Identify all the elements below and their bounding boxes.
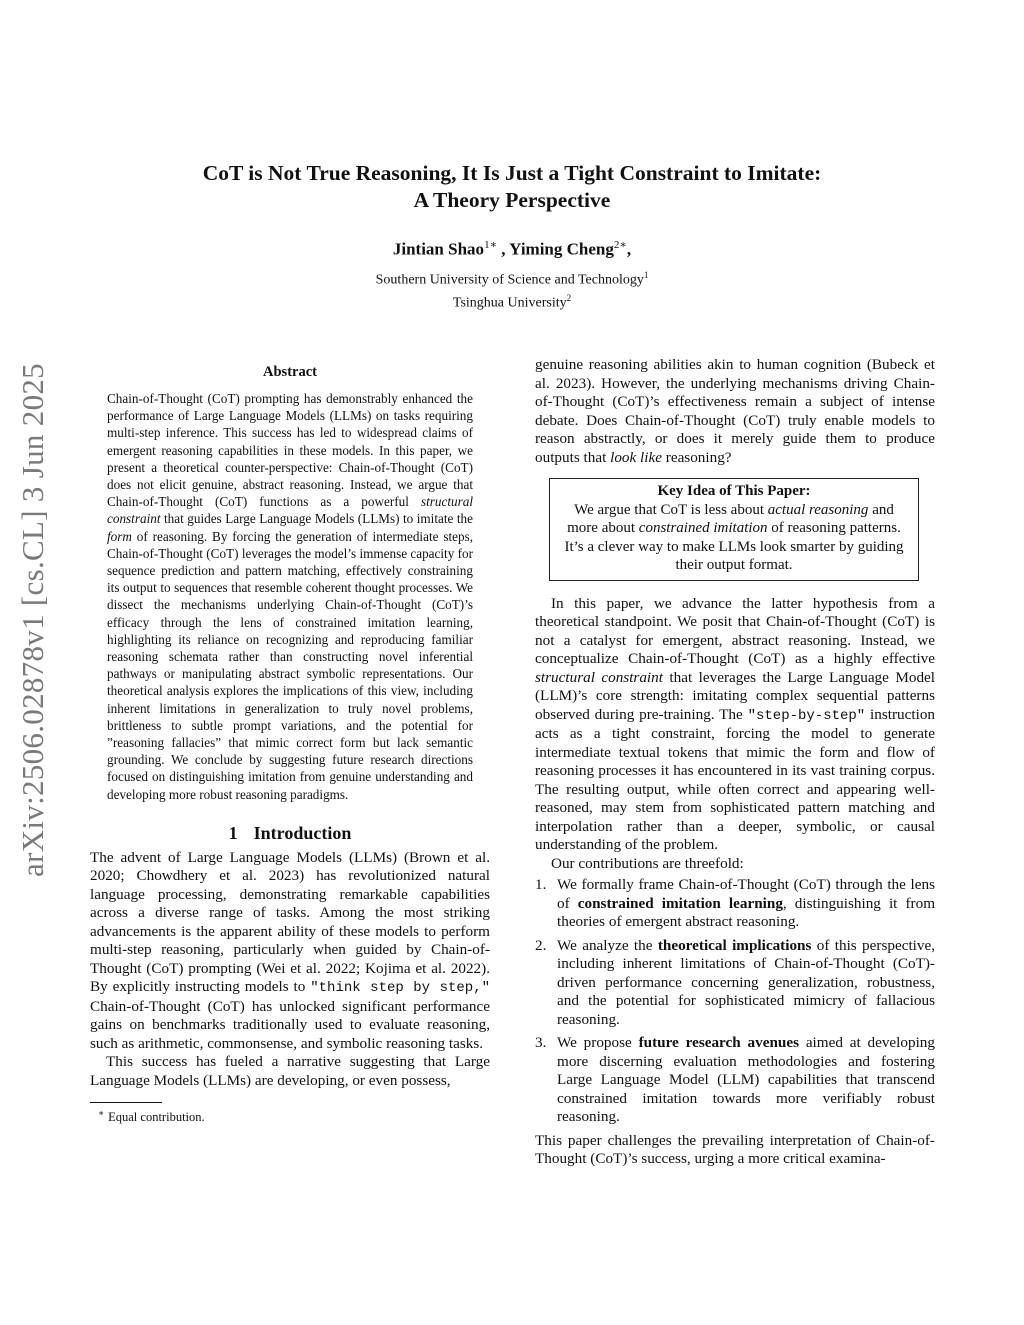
abstract-part-2: that guides Large Language Models (LLMs) to imitate the bbox=[163, 511, 473, 527]
paper-title-line-2: A Theory Perspective bbox=[413, 188, 611, 212]
abstract-part-3: of reasoning. By forcing the generation of intermediate steps, Chain-of-Thought (CoT) leverages the model’s immense capacity for sequence prediction and pattern matching, effectively constraining its output to sequences that resemble coherent thought processes. We dissect the mechanisms underlying Chain-of-Thought (CoT)’s efficacy through the lens of constrained imitation learning, highlighting its reliance on recognizing and reproducing familiar reasoning schemata rather than constructing novel inferential pathways or manipulating abstract symbolic representations. Our theoretical analysis explores the implications of this view, including inherent limitations in generalization to truly novel problems, brittleness to subtle prompt variations, and the potential for ”reasoning fallacies” that mimic correct form but lack semantic grounding. We conclude by suggesting future research directions focused on distinguishing imitation from genuine understanding and developing more robust reasoning paradigms. bbox=[107, 528, 473, 802]
affiliations bbox=[90, 266, 934, 313]
abstract-part-1: Chain-of-Thought (CoT) prompting has demonstrably enhanced the performance of Large Language Models (LLMs) on tasks requiring multi-step inference. This success has led to widespread claims of emergent reasoning capabilities in these models. In this paper, we present a theoretical counter-perspective: Chain-of-Thought (CoT) does not elicit genuine, abstract reasoning. Instead, we argue that Chain-of-Thought (CoT) functions as a powerful bbox=[107, 391, 473, 510]
section-number: 1 bbox=[228, 822, 238, 843]
intro-p2-cont-part-b: reasoning? bbox=[665, 448, 732, 466]
author-2-mark: 2∗ bbox=[613, 239, 627, 251]
list-item-number: 1. bbox=[535, 876, 547, 893]
arxiv-side-stamp bbox=[12, 340, 54, 900]
key-idea-emphasis-2: constrained imitation bbox=[638, 520, 768, 536]
abstract-heading: Abstract bbox=[263, 364, 317, 380]
key-idea-title: Key Idea of This Paper: bbox=[657, 483, 811, 499]
intro-p3-part-a: In this paper, we advance the latter hypothesis from a theoretical standpoint. We posit that Chain-of-Thought (CoT) is not a catalyst for emergent, abstract reasoning. Instead, we conceptualize Chain-of-Thought (CoT) as a highly effective bbox=[535, 594, 935, 667]
list-item-text bbox=[557, 937, 935, 1030]
intro-p2-cont-part-a: genuine reasoning abilities akin to human cognition (Bubeck et al. 2023). However, the underlying mechanisms driving Chain-of-Thought (CoT)’s effectiveness remain a subject of intense debate. Does Chain-of-Thought (CoT) truly enable models to reason abstractly, or does it merely guide them to produce outputs that bbox=[535, 356, 935, 466]
list-item-number: 2. bbox=[535, 936, 547, 954]
arxiv-identifier: arXiv:2506.02878v1 [cs.CL] 3 Jun 2025 bbox=[15, 363, 51, 877]
list-item-pre: We formally frame Chain-of-Thought (CoT) through the lens of bbox=[557, 876, 935, 912]
key-idea-part-b: and more about bbox=[567, 501, 894, 536]
abstract-text bbox=[90, 390, 490, 803]
affiliation-2: Tsinghua University bbox=[452, 295, 567, 311]
right-column bbox=[535, 356, 935, 1169]
intro-paragraph-2: This success has fueled a narrative suggesting that Large Language Models (LLMs) are developing, or even possess, bbox=[90, 1053, 490, 1089]
paper-title-line-1: CoT is Not True Reasoning, It Is Just a Tight Constraint to Imitate: bbox=[202, 161, 822, 185]
affiliation-2-mark: 2 bbox=[566, 293, 572, 304]
intro-paragraph-4: Our contributions are threefold: bbox=[551, 854, 744, 872]
footnote-mark: ∗ bbox=[98, 1108, 105, 1119]
intro-paragraph-3 bbox=[535, 595, 935, 855]
list-item bbox=[535, 937, 935, 1030]
footnote-text: Equal contribution. bbox=[108, 1110, 205, 1125]
paper-title bbox=[90, 160, 934, 214]
intro-p3-part-c: instruction acts as a tight constraint, forcing the model to generate intermediate textual tokens that mimic the form and flow of reasoning processes it has encountered in its vast training corpus. The resulting output, while often correct and appearing well-reasoned, may stem from sophisticated pattern matching and interpolation rather than a deeper, symbolic, or causal understanding of the problem. bbox=[535, 705, 936, 853]
affiliation-1-mark: 1 bbox=[643, 269, 649, 280]
author-1-mark: 1∗ bbox=[484, 239, 498, 251]
title-block bbox=[90, 160, 934, 313]
list-item-text bbox=[557, 1034, 935, 1127]
author-list: Jintian Shao$^{1∗}$ , Yiming Cheng$^{2∗}$, bbox=[392, 239, 632, 259]
list-item-post: aimed at developing more discerning evaluation methodologies and fostering Large Language Model (LLM) capabilities that transcend constrained imitation towards more verifiably robust reasoning. bbox=[557, 1034, 935, 1125]
list-item-post: , distinguishing it from theories of emergent abstract reasoning. bbox=[557, 894, 936, 930]
intro-p3-part-b: that leverages the Large Language Model (LLM)’s core strength: imitating complex sequential patterns observed during pre-training. The bbox=[535, 668, 935, 723]
left-column bbox=[90, 364, 490, 1126]
contribution-list bbox=[535, 876, 935, 1127]
intro-paragraph-1 bbox=[90, 849, 490, 1054]
list-item-post: of this perspective, including inherent limitations of Chain-of-Thought (CoT)-driven performance concerning generalization, robustness, and the potential for sophisticated mimicry of fallacious reasoning. bbox=[557, 936, 936, 1028]
key-idea-emphasis-1: actual reasoning bbox=[767, 501, 869, 518]
list-item-bold: constrained imitation learning bbox=[577, 894, 783, 912]
key-idea-part-a: We argue that CoT is less about bbox=[574, 501, 764, 518]
abstract-emphasis-2: form bbox=[107, 528, 132, 544]
list-item-bold: theoretical implications bbox=[657, 936, 812, 954]
list-item-text bbox=[557, 876, 935, 932]
list-item-number: 3. bbox=[535, 1034, 547, 1051]
affiliation-1: Southern University of Science and Technology bbox=[375, 272, 644, 288]
abstract-emphasis-1: structural constraint bbox=[107, 494, 473, 527]
intro-p1-part-b: Chain-of-Thought (CoT) has unlocked significant performance gains on benchmarks traditionally used to evaluate reasoning, such as arithmetic, commonsense, and symbolic reasoning tasks. bbox=[90, 997, 490, 1052]
footnote-rule bbox=[90, 1102, 162, 1103]
intro-paragraph-2-continued bbox=[535, 356, 935, 467]
list-item bbox=[535, 1034, 935, 1127]
key-idea-part-c: of reasoning patterns. It’s a clever way to make LLMs look smarter by guiding their output format. bbox=[564, 520, 904, 573]
intro-p2-cont-emphasis: look like bbox=[610, 448, 662, 466]
intro-p1-part-a: The advent of Large Language Models (LLMs) (Brown et al. 2020; Chowdhery et al. 2023) has revolutionized natural language processing, demonstrating remarkable capabilities across a diverse range of tasks. Among the most striking advancements is the apparent ability of these models to perform multi-step reasoning, particularly when guided by Chain-of-Thought (CoT) prompting (Wei et al. 2022; Kojima et al. 2022). By explicitly instructing models to bbox=[90, 848, 490, 996]
list-item-bold: future research avenues bbox=[638, 1034, 799, 1051]
list-item bbox=[535, 876, 935, 932]
intro-paragraph-5: This paper challenges the prevailing interpretation of Chain-of-Thought (CoT)’s success, urging a more critical examina- bbox=[535, 1131, 935, 1167]
intro-p1-code: "think step by step," bbox=[310, 980, 490, 997]
footnote bbox=[90, 1108, 490, 1125]
section-heading-introduction bbox=[90, 823, 490, 844]
author-1-name: Jintian Shao bbox=[392, 239, 485, 259]
intro-p3-code: "step-by-step" bbox=[747, 707, 866, 724]
key-idea-text bbox=[558, 501, 910, 575]
intro-p3-emphasis: structural constraint bbox=[535, 668, 663, 686]
key-idea-box bbox=[549, 478, 919, 581]
author-2-name: Yiming Cheng bbox=[509, 239, 614, 259]
list-item-pre: We analyze the bbox=[557, 936, 653, 954]
list-item-pre: We propose bbox=[557, 1034, 632, 1051]
section-title: Introduction bbox=[253, 822, 352, 843]
